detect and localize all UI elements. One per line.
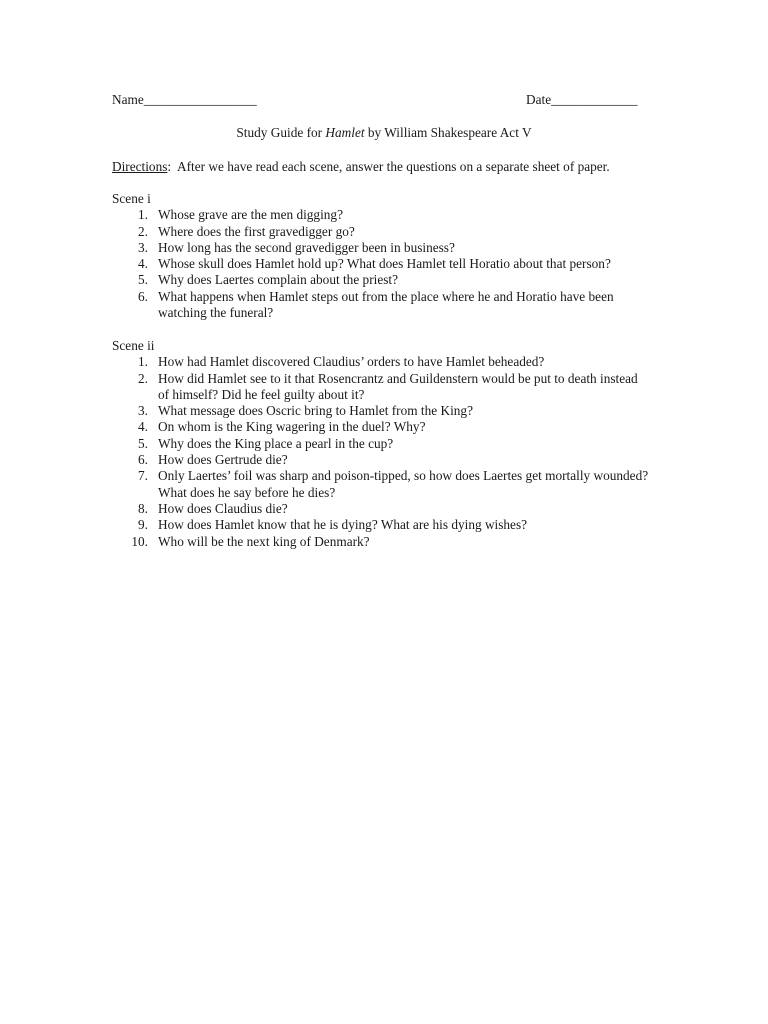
question-item [112, 436, 652, 452]
question-item [112, 534, 652, 550]
question-text: Why does Laertes complain about the priest? [158, 272, 398, 288]
question-item [112, 371, 652, 404]
question-number: 8. [138, 500, 148, 516]
question-text: How had Hamlet discovered Claudius’ orders to have Hamlet beheaded? [158, 354, 545, 370]
question-list [112, 207, 652, 321]
question-text: How long has the second gravedigger been in business? [158, 239, 455, 255]
question-text: What message does Oscric bring to Hamlet from the King? [158, 403, 473, 419]
question-text: How did Hamlet see to it that Rosencrantz and Guildenstern would be put to death instead of himself? Did he feel guilty about it? [158, 370, 638, 402]
scene-heading: Scene i [112, 191, 151, 206]
question-item [112, 468, 652, 501]
question-item [112, 517, 652, 533]
question-text: How does Hamlet know that he is dying? What are his dying wishes? [158, 517, 528, 533]
question-number: 9. [138, 517, 148, 533]
scene-section [112, 191, 652, 321]
question-text: Why does the King place a pearl in the cup? [158, 435, 394, 451]
date-field: Date_____________ [526, 92, 638, 107]
question-number: 5. [138, 435, 148, 451]
question-text: Whose skull does Hamlet hold up? What does Hamlet tell Horatio about that person? [158, 256, 611, 272]
title-suffix: by William Shakespeare Act V [364, 125, 532, 140]
header-row [112, 92, 644, 110]
question-item [112, 452, 652, 468]
name-field: Name_________________ [112, 92, 257, 107]
question-number: 4. [138, 256, 148, 272]
question-item [112, 501, 652, 517]
directions [112, 159, 610, 175]
question-item [112, 419, 652, 435]
question-item [112, 403, 652, 419]
question-number: 7. [138, 468, 148, 484]
scene-section [112, 338, 652, 550]
question-item [112, 289, 652, 322]
question-item [112, 354, 652, 370]
question-item [112, 240, 652, 256]
question-number: 1. [138, 207, 148, 223]
question-list [112, 354, 652, 550]
question-number: 2. [138, 223, 148, 239]
question-item [112, 256, 652, 272]
title-work: Hamlet [325, 125, 365, 140]
question-text: What happens when Hamlet steps out from the place where he and Horatio have been watching the funeral? [158, 288, 614, 321]
question-text: Where does the first gravedigger go? [158, 223, 355, 239]
question-text: Who will be the next king of Denmark? [158, 533, 370, 549]
question-number: 4. [138, 419, 148, 435]
question-text: Only Laertes’ foil was sharp and poison-tipped, so how does Laertes get mortally wounded? What does he say before he dies? [158, 468, 649, 500]
question-item [112, 272, 652, 288]
directions-text: : After we have read each scene, answer the questions on a separate sheet of paper. [167, 159, 610, 174]
question-number: 2. [138, 370, 148, 386]
question-text: On whom is the King wagering in the duel? Why? [158, 419, 426, 435]
question-text: Whose grave are the men digging? [158, 207, 343, 223]
question-number: 3. [138, 403, 148, 419]
question-number: 1. [138, 354, 148, 370]
directions-label: Directions [112, 159, 168, 174]
title-prefix: Study Guide for [236, 125, 326, 140]
question-item [112, 207, 652, 223]
question-item [112, 224, 652, 240]
question-text: How does Claudius die? [158, 500, 288, 516]
question-number: 6. [138, 452, 148, 468]
question-text: How does Gertrude die? [158, 452, 288, 468]
page-title [0, 125, 768, 141]
question-number: 6. [138, 288, 148, 304]
question-number: 10. [131, 533, 148, 549]
question-number: 3. [138, 239, 148, 255]
scene-heading: Scene ii [112, 338, 155, 353]
question-number: 5. [138, 272, 148, 288]
